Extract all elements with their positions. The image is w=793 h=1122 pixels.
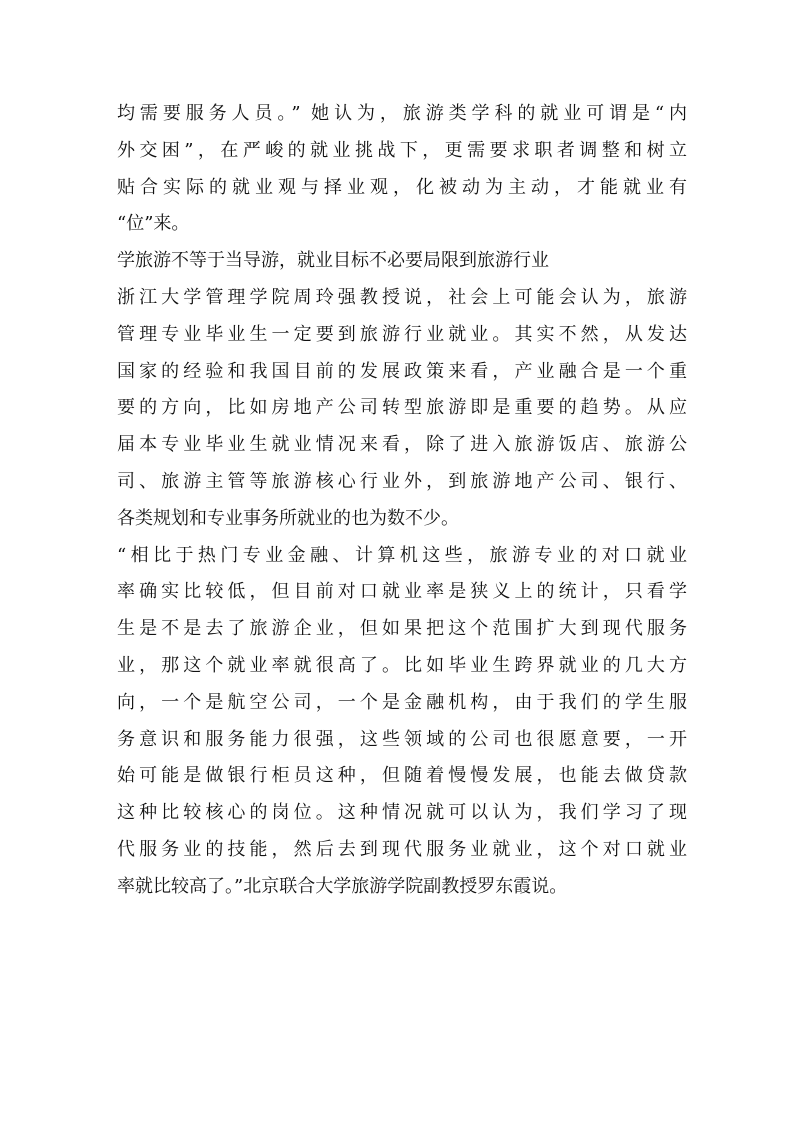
text-line: 均需要服务人员。” 她认为，旅游类学科的就业可谓是“内	[117, 103, 687, 124]
text-line: 率就比较高了。”北京联合大学旅游学院副教授罗东霞说。	[117, 875, 568, 897]
section-heading: 学旅游不等于当导游，就业目标不必要局限到旅游行业	[117, 250, 549, 272]
article-body	[117, 96, 687, 906]
text-line: 率确实比较低，但目前对口就业率是狭义上的统计，只看学	[117, 581, 687, 603]
text-line: 管理专业毕业生一定要到旅游行业就业。其实不然，从发达	[117, 323, 687, 345]
text-line: “相比于热门专业金融、计算机这些，旅游专业的对口就业	[117, 544, 687, 566]
text-line: 代服务业的技能，然后去到现代服务业就业，这个对口就业	[117, 838, 687, 860]
text-line: “位”来。	[117, 213, 190, 235]
text-line: 届本专业毕业生就业情况来看，除了进入旅游饭店、旅游公	[117, 434, 687, 456]
text-line: 司、旅游主管等旅游核心行业外，到旅游地产公司、银行、	[117, 470, 687, 492]
text-line: 要的方向，比如房地产公司转型旅游即是重要的趋势。从应	[117, 397, 687, 419]
text-line: 贴合实际的就业观与择业观，化被动为主动，才能就业有	[117, 176, 687, 198]
text-line: 外交困”，在严峻的就业挑战下，更需要求职者调整和树立	[117, 139, 687, 161]
text-line: 各类规划和专业事务所就业的也为数不少。	[117, 507, 459, 529]
text-line: 务意识和服务能力很强，这些领域的公司也很愿意要，一开	[117, 728, 687, 750]
text-line: 始可能是做银行柜员这种，但随着慢慢发展，也能去做贷款	[117, 765, 687, 787]
text-line: 生是不是去了旅游企业，但如果把这个范围扩大到现代服务	[117, 618, 687, 640]
text-line: 业，那这个就业率就很高了。比如毕业生跨界就业的几大方	[117, 654, 687, 676]
text-line: 国家的经验和我国目前的发展政策来看，产业融合是一个重	[117, 360, 687, 382]
text-line: 这种比较核心的岗位。这种情况就可以认为，我们学习了现	[117, 802, 687, 824]
text-line: 向，一个是航空公司，一个是金融机构，由于我们的学生服	[117, 691, 687, 713]
text-line: 浙江大学管理学院周玲强教授说，社会上可能会认为，旅游	[117, 286, 687, 308]
